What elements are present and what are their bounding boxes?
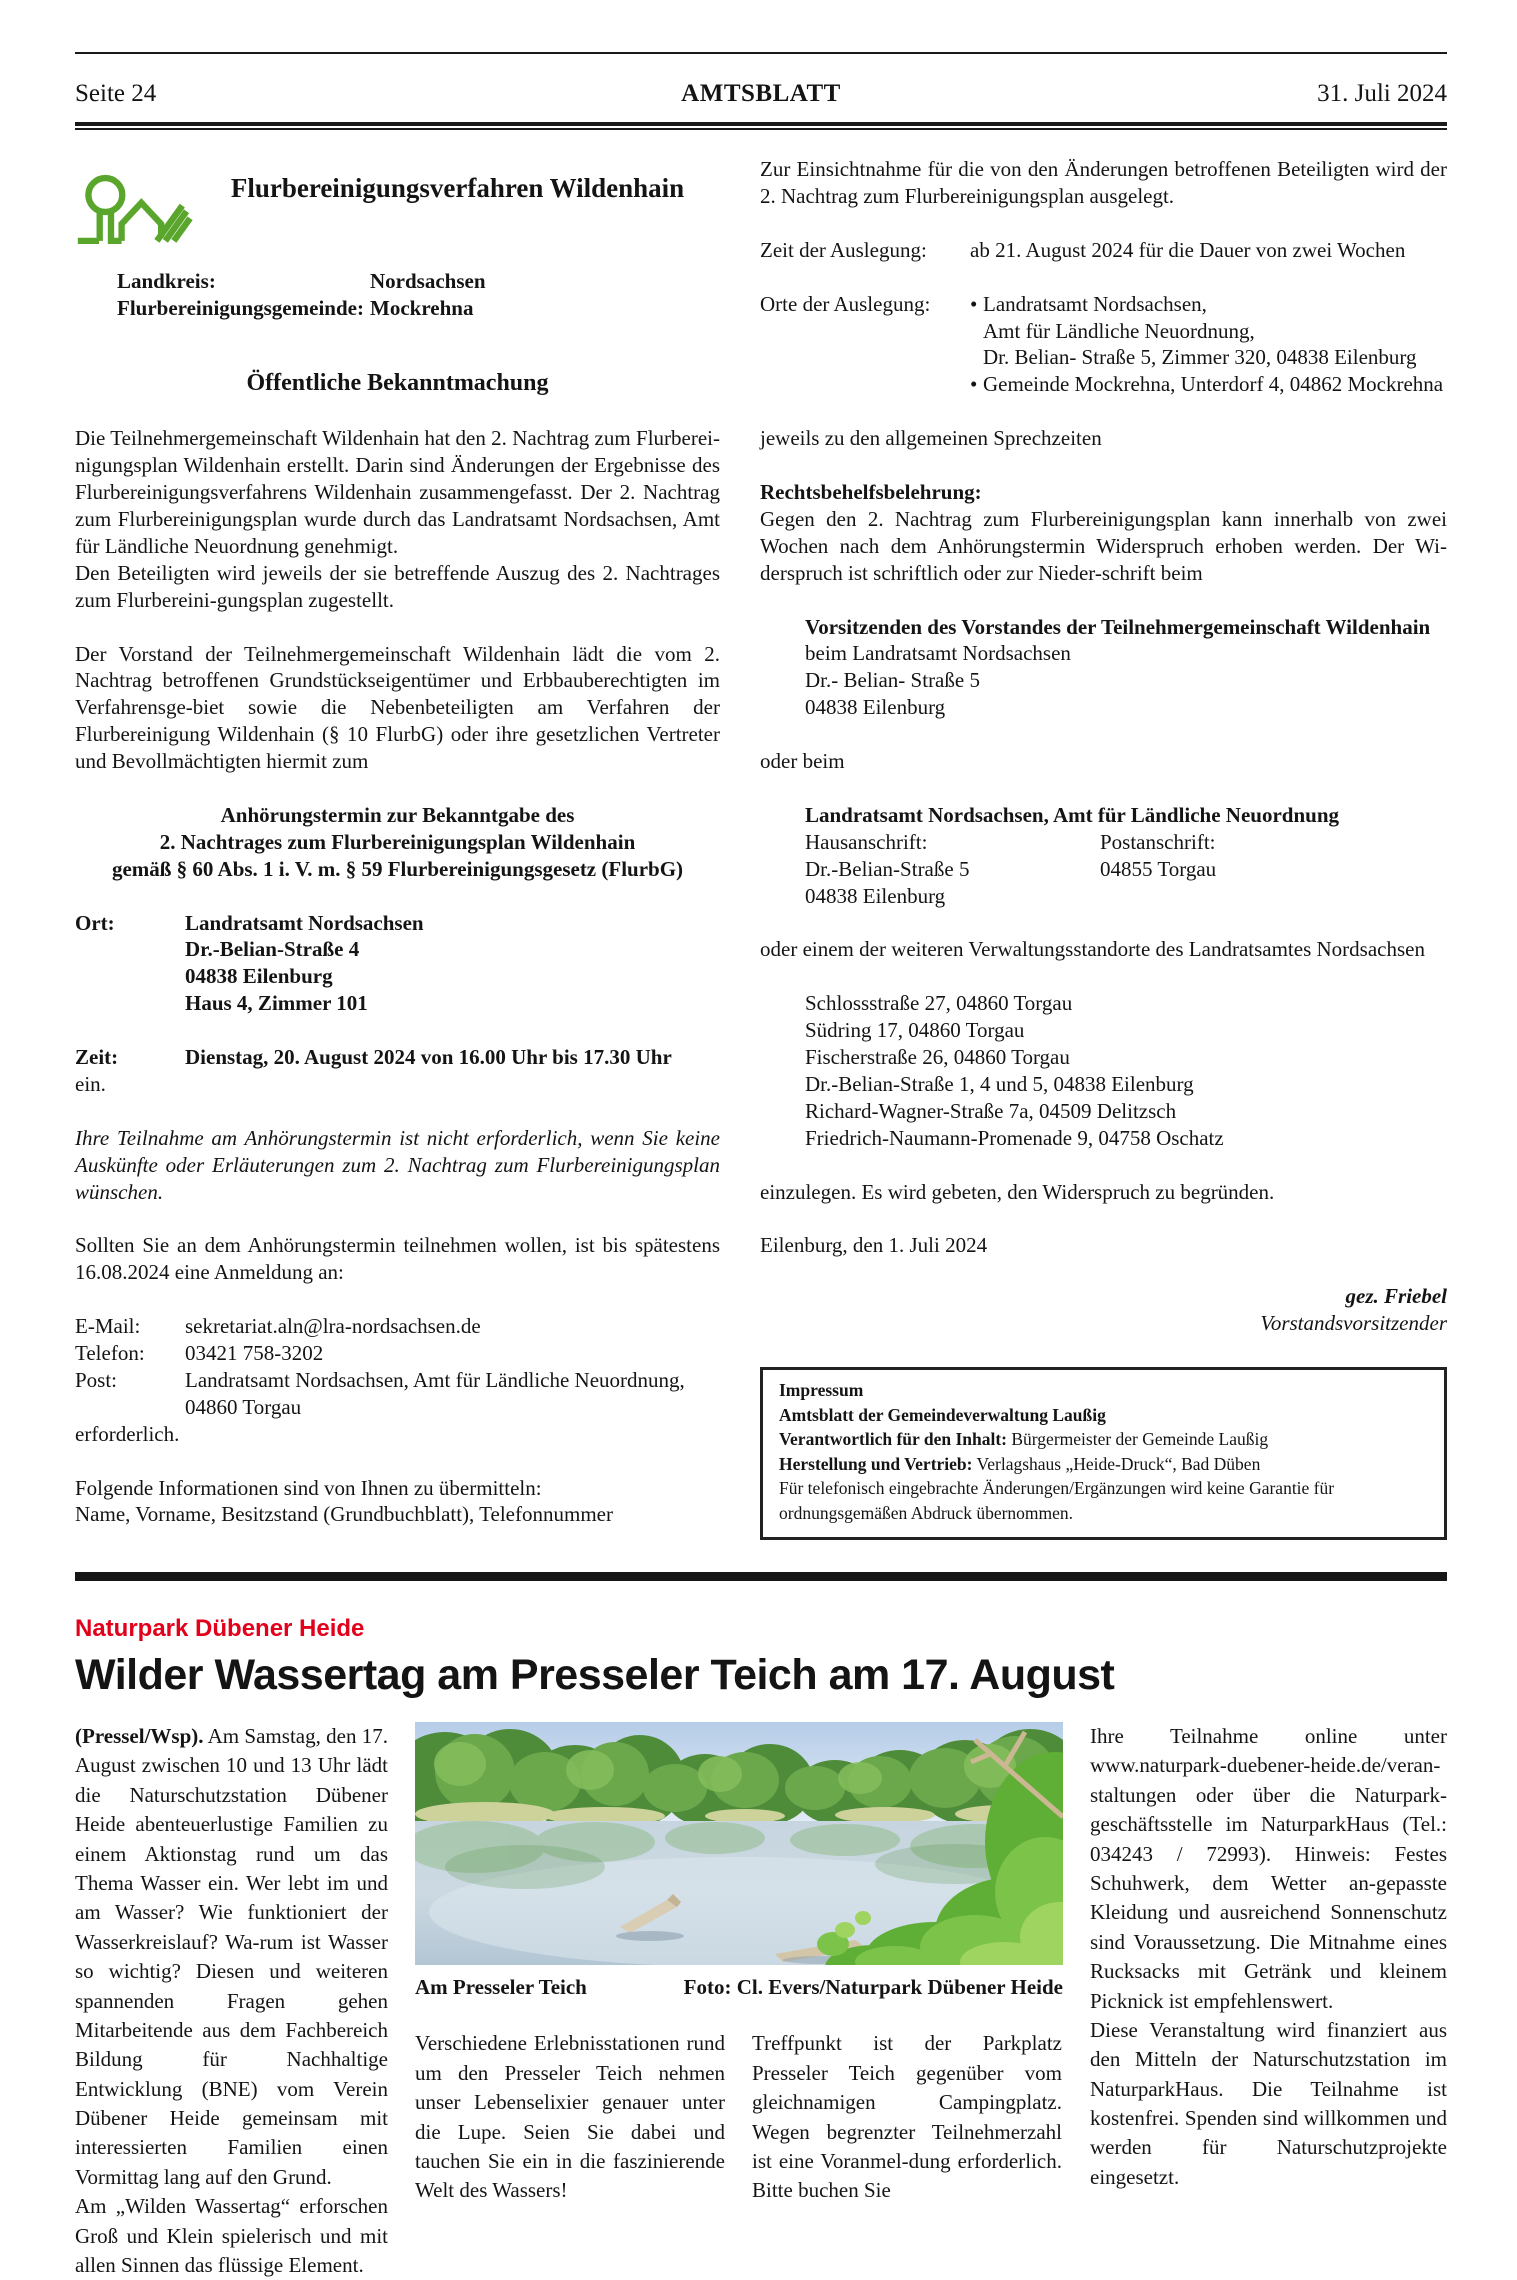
address-line: Dr.-Belian-Straße 5 bbox=[805, 856, 970, 881]
masthead: AMTSBLATT bbox=[681, 80, 841, 107]
gemeinde-label: Flurbereinigungsgemeinde: bbox=[117, 295, 364, 320]
caption-credit: Foto: Cl. Evers/Naturpark Dübener Heide bbox=[683, 1975, 1063, 1999]
standort-line: Friedrich-Naumann-Promenade 9, 04758 Oschatz bbox=[805, 1125, 1224, 1150]
impressum-note: Für telefonisch eingebrachte Änderungen/Ergänzungen wird keine Garantie für ordnungsgemäßen Abdruck übernommen. bbox=[779, 1478, 1335, 1523]
email-value: sekretariat.aln@lra-nordsachsen.de bbox=[185, 1314, 481, 1339]
weitere-standorte-line: oder einem der weiteren Verwaltungsstandorte des Landratsamtes Nordsachsen bbox=[760, 937, 1425, 962]
contact-block bbox=[75, 1313, 720, 1447]
paragraph-text: Folgende Informationen sind von Ihnen zu übermitteln: bbox=[75, 1475, 542, 1500]
einzulegen-line: einzulegen. Es wird gebeten, den Widerspruch zu begründen. bbox=[760, 1179, 1275, 1204]
anschrift-row bbox=[805, 856, 1447, 883]
impressum-inhalt-value: Bürgermeister der Gemeinde Laußig bbox=[1007, 1429, 1269, 1449]
postanschrift-label: Postanschrift: bbox=[1100, 829, 1216, 854]
article-column-right bbox=[1090, 1722, 1447, 2280]
contact-suffix: erforderlich. bbox=[75, 1421, 180, 1446]
page-header bbox=[75, 54, 1447, 122]
auslegung-orte-label: Orte der Auslegung: bbox=[760, 291, 931, 316]
notice-left-column bbox=[75, 156, 720, 1540]
impressum-heading: Impressum bbox=[779, 1380, 864, 1400]
invite-heading-line: 2. Nachtrages zum Flurbereinigungsplan Wildenhain bbox=[159, 829, 636, 854]
ort-datum-line: Eilenburg, den 1. Juli 2024 bbox=[760, 1233, 988, 1258]
standort-line: Südring 17, 04860 Torgau bbox=[805, 1018, 1025, 1043]
address-line: 04838 Eilenburg bbox=[805, 883, 946, 908]
orte-line: Amt für Ländliche Neuordnung, bbox=[983, 318, 1255, 343]
impressum-vertrieb-line bbox=[779, 1452, 1428, 1477]
paragraph-text: Den Beteiligten wird jeweils der sie betreffende Auszug des 2. Nachtrages zum Flurbereini-gungsplan zugestellt. bbox=[75, 560, 720, 612]
ort-address bbox=[185, 910, 424, 1018]
article-column-left bbox=[75, 1722, 388, 2280]
contact-row-phone bbox=[75, 1340, 720, 1367]
standorte-list bbox=[805, 990, 1447, 1151]
vorsitzender-block bbox=[805, 614, 1447, 722]
zeit-label: Zeit: bbox=[75, 1045, 119, 1070]
article-photo-block bbox=[415, 1722, 1063, 2280]
official-notice-section bbox=[75, 156, 1447, 1540]
signature-name: gez. Friebel bbox=[1345, 1284, 1447, 1309]
article-headline: Wilder Wassertag am Presseler Teich am 17. August bbox=[75, 1651, 1115, 1699]
impressum-publisher: Amtsblatt der Gemeindeverwaltung Laußig bbox=[779, 1404, 1106, 1425]
tree-house-field-icon bbox=[75, 164, 195, 250]
bullet-icon: • bbox=[970, 291, 978, 316]
impressum-inhalt-label: Verantwortlich für den Inhalt: bbox=[779, 1429, 1007, 1449]
address-line: 04860 Torgau bbox=[185, 1394, 302, 1419]
zeit-suffix: ein. bbox=[75, 1071, 106, 1096]
signature-role: Vorstandsvorsitzender bbox=[1260, 1311, 1447, 1336]
lake-photo bbox=[415, 1722, 1063, 1965]
notice-right-column bbox=[760, 156, 1447, 1540]
orte-line: Dr. Belian- Straße 5, Zimmer 320, 04838 Eilenburg bbox=[983, 345, 1417, 370]
standort-line: Schlossstraße 27, 04860 Torgau bbox=[805, 991, 1073, 1016]
ort-label: Ort: bbox=[75, 910, 115, 935]
einsicht-paragraph: Zur Einsichtnahme für die von den Änderungen betroffenen Beteiligten wird der 2. Nachtrag zum Flurbereinigungsplan ausgelegt. bbox=[760, 157, 1447, 208]
auslegung-zeit-row bbox=[760, 237, 1447, 264]
zeit-block bbox=[75, 1044, 720, 1071]
notice-title: Flurbereinigungsverfahren Wildenhain bbox=[230, 173, 685, 203]
standort-line: Richard-Wagner-Straße 7a, 04509 Delitzsch bbox=[805, 1098, 1177, 1123]
article-sub-columns bbox=[415, 2029, 1063, 2205]
address-line: Dr.-Belian-Straße 4 bbox=[185, 937, 360, 962]
ort-block bbox=[75, 910, 720, 1018]
address-line: Haus 4, Zimmer 101 bbox=[185, 991, 368, 1016]
header-divider bbox=[75, 122, 1447, 130]
orte-line: Landratsamt Nordsachsen, bbox=[983, 291, 1207, 316]
vorsitzender-heading: Vorsitzenden des Vorstandes der Teilnehmergemeinschaft Wildenhain bbox=[805, 614, 1431, 639]
post-label: Post: bbox=[75, 1367, 118, 1392]
orte-bullet-1 bbox=[970, 291, 1447, 318]
bullet-icon: • bbox=[970, 372, 978, 397]
address-line: 04838 Eilenburg bbox=[185, 964, 333, 989]
invite-heading-line: gemäß § 60 Abs. 1 i. V. m. § 59 Flurbereinigungsgesetz (FlurbG) bbox=[111, 856, 684, 881]
zeit-value: Dienstag, 20. August 2024 von 16.00 Uhr bis 17.30 Uhr bbox=[185, 1045, 672, 1070]
address-line: Landratsamt Nordsachsen, Amt für Ländliche Neuordnung, bbox=[185, 1367, 685, 1392]
section-divider bbox=[75, 1572, 1447, 1581]
impressum-vertrieb-label: Herstellung und Vertrieb: bbox=[779, 1453, 973, 1474]
phone-label: Telefon: bbox=[75, 1341, 145, 1366]
paragraph-text: Name, Vorname, Besitzstand (Grundbuchblatt), Telefonnummer bbox=[75, 1502, 613, 1527]
dateline: (Pressel/Wsp). bbox=[75, 1724, 204, 1748]
contact-row-email bbox=[75, 1313, 720, 1340]
caption-title: Am Presseler Teich bbox=[415, 1975, 587, 1999]
address-line: Landratsamt Nordsachsen bbox=[185, 910, 424, 935]
notice-heading: Öffentliche Bekanntmachung bbox=[246, 369, 549, 396]
rechtsbehelf-block bbox=[760, 479, 1447, 587]
article-subcolumn-1: Verschiedene Erlebnisstationen rund um den Presseler Teich nehmen unser Lebenselixier genauer unter die Lupe. Seien Sie dabei und tauchen Sie ein in die faszinierende Welt des Wassers! bbox=[415, 2031, 725, 2203]
email-label: E-Mail: bbox=[75, 1314, 141, 1339]
standort-line: Dr.-Belian-Straße 1, 4 und 5, 04838 Eilenburg bbox=[805, 1071, 1194, 1096]
meta-row-landkreis bbox=[117, 268, 720, 295]
paragraph-text: Am Samstag, den 17. August zwischen 10 und 13 Uhr lädt die Naturschutzstation Dübener Heide abenteuerlustige Familien zu einem Aktionstag rund um das Thema Wasser ein. Wer lebt im und am Wasser? Wie funktioniert der Wasserkreislauf? Wa-rum ist Wasser so wichtig? Diesen und weiteren spannenden Fragen gehen Mitarbeitende aus dem Fachbereich Bildung für Nachhaltige Entwicklung (BNE) vom Verein Dübener Heide gemeinsam mit interessierten Familien einen Vormittag lang auf den Grund. bbox=[75, 1724, 388, 2189]
signature-block bbox=[760, 1283, 1447, 1337]
orte-line: Gemeinde Mockrehna, Unterdorf 4, 04862 Mockrehna bbox=[983, 372, 1444, 397]
landratsamt-block bbox=[805, 802, 1447, 910]
article-kicker: Naturpark Dübener Heide bbox=[75, 1615, 365, 1642]
meta-row-gemeinde bbox=[117, 295, 720, 322]
landkreis-label: Landkreis: bbox=[117, 269, 216, 293]
notice-meta bbox=[117, 268, 720, 322]
article-lead-paragraph bbox=[75, 1722, 388, 2192]
post-address bbox=[185, 1367, 685, 1421]
address-line: Dr.- Belian- Straße 5 bbox=[805, 668, 980, 693]
article-body bbox=[75, 1722, 1447, 2280]
auslegung-orte-list bbox=[970, 291, 1447, 399]
address-line: 04838 Eilenburg bbox=[805, 695, 946, 720]
page-number: Seite 24 bbox=[75, 80, 157, 107]
address-line: beim Landratsamt Nordsachsen bbox=[805, 641, 1071, 666]
address-line: 04855 Torgau bbox=[1100, 856, 1217, 881]
impressum-box bbox=[760, 1367, 1447, 1540]
anschrift-labels bbox=[805, 829, 1447, 856]
phone-value: 03421 758-3202 bbox=[185, 1341, 324, 1366]
notice-paragraph-1 bbox=[75, 425, 720, 613]
impressum-vertrieb-value: Verlagshaus „Heide-Druck“, Bad Düben bbox=[972, 1453, 1261, 1474]
orte-bullet-2 bbox=[970, 371, 1447, 398]
standort-line: Fischerstraße 26, 04860 Torgau bbox=[805, 1045, 1070, 1069]
participation-note: Ihre Teilnahme am Anhörungstermin ist nicht erforderlich, wenn Sie keine Auskünfte oder Erläuterungen zum 2. Nachtrag zum Flurbereinigungsplan wünschen. bbox=[75, 1125, 720, 1204]
paragraph-text: Die Teilnehmergemeinschaft Wildenhain hat den 2. Nachtrag zum Flurberei-nigungsplan Wildenhain erstellt. Darin sind Änderungen der Ergebnisse des Flurbereinigungsverfahrens Wildenhain zusammengefasst. Der 2. Nachtrag zum Flurbereinigungsplan wurde durch das Landratsamt Nordsachsen, Amt für Ländliche Neuordnung genehmigt. bbox=[75, 426, 720, 558]
invite-heading-line: Anhörungstermin zur Bekanntgabe des bbox=[220, 802, 575, 827]
notice-logo-row bbox=[75, 164, 720, 250]
naturpark-article bbox=[75, 1615, 1447, 2280]
hausanschrift-label: Hausanschrift: bbox=[805, 829, 928, 854]
landratsamt-heading: Landratsamt Nordsachsen, Amt für Ländliche Neuordnung bbox=[805, 802, 1340, 827]
required-info-paragraph bbox=[75, 1475, 720, 1529]
auslegung-zeit-label: Zeit der Auslegung: bbox=[760, 237, 927, 262]
notice-paragraph-2: Der Vorstand der Teilnehmergemeinschaft Wildenhain lädt die vom 2. Nachtrag betroffenen Grundstückseigentümer und Erbbauberechtigten im Verfahrensge-biet sowie die Nebenbeteiligten am Verfahren der Flurbereinigung Wildenhain (§ 10 FlurbG) oder ihre gesetzlichen Vertreter und Bevollmächtigten hiermit zum bbox=[75, 641, 720, 774]
rechtsbehelf-text: Gegen den 2. Nachtrag zum Flurbereinigungsplan kann innerhalb von zwei Wochen nach dem Anhörungstermin Widerspruch erhoben werden. Der Wi-derspruch ist schriftlich oder zur Nieder-schrift beim bbox=[760, 506, 1447, 585]
contact-row-post bbox=[75, 1367, 720, 1421]
paragraph-text: Diese Veranstaltung wird finanziert aus den Mitteln der Naturschutzstation im NaturparkHaus. Die Teilnahme ist kostenfrei. Spenden sind willkommen und werden für Naturschutzprojekte eingesetzt. bbox=[1090, 2017, 1447, 2189]
sprechzeiten-line: jeweils zu den allgemeinen Sprechzeiten bbox=[760, 426, 1102, 451]
gemeinde-value: Mockrehna bbox=[370, 295, 474, 320]
landkreis-value: Nordsachsen bbox=[370, 269, 486, 293]
invite-heading bbox=[75, 802, 720, 883]
oder-beim-line: oder beim bbox=[760, 749, 845, 773]
article-subcolumn-2: Treffpunkt ist der Parkplatz Presseler Teich gegenüber vom gleichnamigen Campingplatz. Wegen begrenzter Teilnehmerzahl ist eine Voranmel-dung erforderlich. Bitte buchen Sie bbox=[752, 2031, 1062, 2203]
issue-date: 31. Juli 2024 bbox=[1317, 80, 1447, 107]
photo-caption bbox=[415, 1973, 1063, 2002]
newspaper-page bbox=[0, 52, 1517, 2280]
auslegung-zeit-value: ab 21. August 2024 für die Dauer von zwei Wochen bbox=[970, 237, 1406, 262]
impressum-inhalt-line bbox=[779, 1427, 1428, 1452]
registration-paragraph: Sollten Sie an dem Anhörungstermin teilnehmen wollen, ist bis spätestens 16.08.2024 eine Anmeldung an: bbox=[75, 1233, 720, 1285]
rechtsbehelf-heading: Rechtsbehelfsbelehrung: bbox=[760, 480, 982, 504]
paragraph-text: Am „Wilden Wassertag“ erforschen Groß und Klein spielerisch und mit allen Sinnen das flüssige Element. bbox=[75, 2194, 388, 2278]
auslegung-orte-row bbox=[760, 291, 1447, 399]
paragraph-text: Ihre Teilnahme online unter www.naturpark-duebener-heide.de/veran-staltungen oder über die Naturpark-geschäftsstelle im NaturparkHaus (Tel.: 034243 / 72993). Hinweis: Festes Schuhwerk, dem Wetter an-gepasste Kleidung und ausreichend Sonnenschutz sind Voraussetzung. Die Mitnahme eines Rucksacks mit Getränk und kleinem Picknick ist empfehlenswert. bbox=[1090, 1724, 1447, 2013]
